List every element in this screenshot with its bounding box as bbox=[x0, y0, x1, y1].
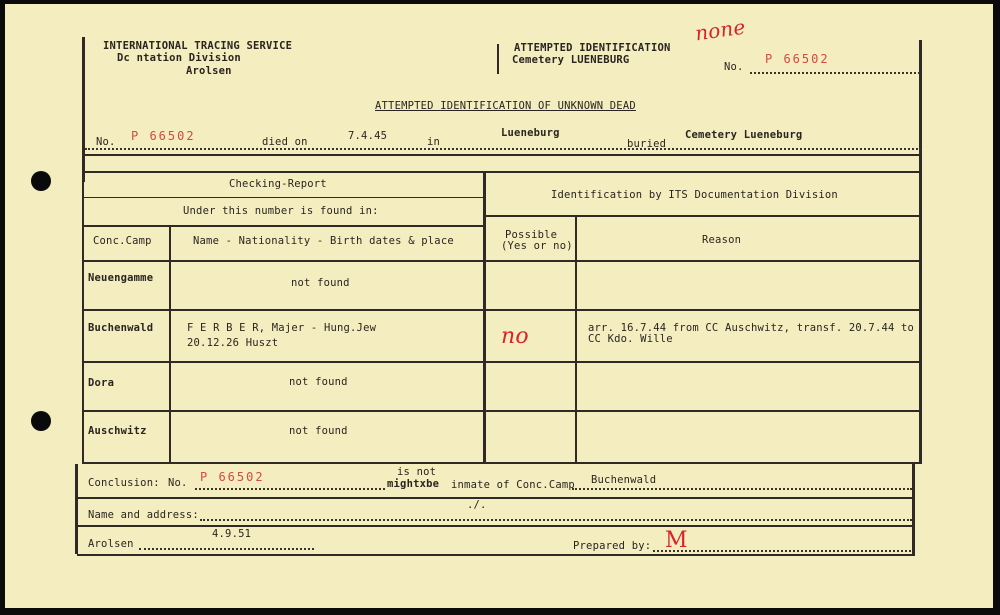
handwritten-none: none bbox=[693, 14, 747, 46]
camp-buchenwald: Buchenwald bbox=[88, 322, 154, 334]
org-location: Arolsen bbox=[186, 65, 232, 77]
conclusion-is-not: is not bbox=[397, 466, 437, 478]
place-of-death: Lueneburg bbox=[501, 127, 560, 139]
record-no-value: P 66502 bbox=[131, 129, 196, 143]
name-address-value: ./. bbox=[467, 499, 487, 511]
row-neuengamme-result: not found bbox=[291, 277, 350, 289]
prepared-by-label: Prepared by: bbox=[573, 540, 652, 552]
conclusion-camp: Buchenwald bbox=[591, 474, 657, 486]
row-auschwitz-result: not found bbox=[289, 425, 348, 437]
row-dora-result: not found bbox=[289, 376, 348, 388]
header-no-value: P 66502 bbox=[765, 52, 830, 66]
checking-report-subtitle: Under this number is found in: bbox=[183, 205, 379, 217]
buried-label: buried bbox=[627, 138, 667, 150]
camp-dora: Dora bbox=[88, 377, 115, 389]
header-no-label: No. bbox=[724, 61, 744, 73]
died-value: 7.4.45 bbox=[348, 130, 388, 142]
punch-hole-bottom bbox=[31, 411, 51, 431]
died-label: died on bbox=[262, 136, 308, 148]
document-card bbox=[5, 4, 993, 608]
record-no-label: No. bbox=[96, 136, 116, 148]
col-header-name: Name - Nationality - Birth dates & place bbox=[193, 235, 454, 247]
row-buchenwald-name: F E R B E R, Majer - Hung.Jew bbox=[187, 322, 377, 334]
footer-place: Arolsen bbox=[88, 538, 134, 550]
col-header-possible-sub: (Yes or no) bbox=[501, 240, 573, 252]
col-header-possible: Possible bbox=[505, 229, 558, 241]
cemetery-name: Cemetery LUENEBURG bbox=[512, 54, 630, 66]
camp-neuengamme: Neuengamme bbox=[88, 272, 154, 284]
possible-no-handwritten: no bbox=[501, 324, 529, 349]
conclusion-no-label: No. bbox=[168, 477, 188, 489]
camp-auschwitz: Auschwitz bbox=[88, 425, 147, 437]
in-label: in bbox=[427, 136, 441, 148]
org-division: Dc ntation Division bbox=[117, 52, 241, 64]
org-name: INTERNATIONAL TRACING SERVICE bbox=[103, 40, 293, 52]
col-header-conc-camp: Conc.Camp bbox=[93, 235, 152, 247]
conclusion-no-value: P 66502 bbox=[200, 470, 265, 484]
row-buchenwald-reason-cont: CC Kdo. Wille bbox=[588, 333, 673, 345]
punch-hole-top bbox=[31, 171, 51, 191]
row-buchenwald-birth: 20.12.26 Huszt bbox=[187, 337, 279, 349]
conclusion-label: Conclusion: bbox=[88, 477, 160, 489]
buried-value: Cemetery Lueneburg bbox=[685, 129, 803, 141]
row-buchenwald-reason: arr. 16.7.44 from CC Auschwitz, transf. 20.7.44 to bbox=[588, 322, 915, 334]
attempted-identification-label: ATTEMPTED IDENTIFICATION bbox=[514, 42, 671, 54]
conclusion-might-be: mightxbe bbox=[387, 478, 440, 490]
col-header-reason: Reason bbox=[702, 234, 742, 246]
footer-date: 4.9.51 bbox=[212, 528, 252, 540]
identification-title: Identification by ITS Documentation Division bbox=[551, 189, 838, 201]
prepared-by-initial: M bbox=[665, 528, 688, 553]
document-title: ATTEMPTED IDENTIFICATION OF UNKNOWN DEAD bbox=[375, 100, 636, 112]
checking-report-title: Checking-Report bbox=[229, 178, 327, 190]
name-address-label: Name and address: bbox=[88, 509, 199, 521]
conclusion-inmate-text: inmate of Conc.Camp bbox=[451, 479, 575, 491]
